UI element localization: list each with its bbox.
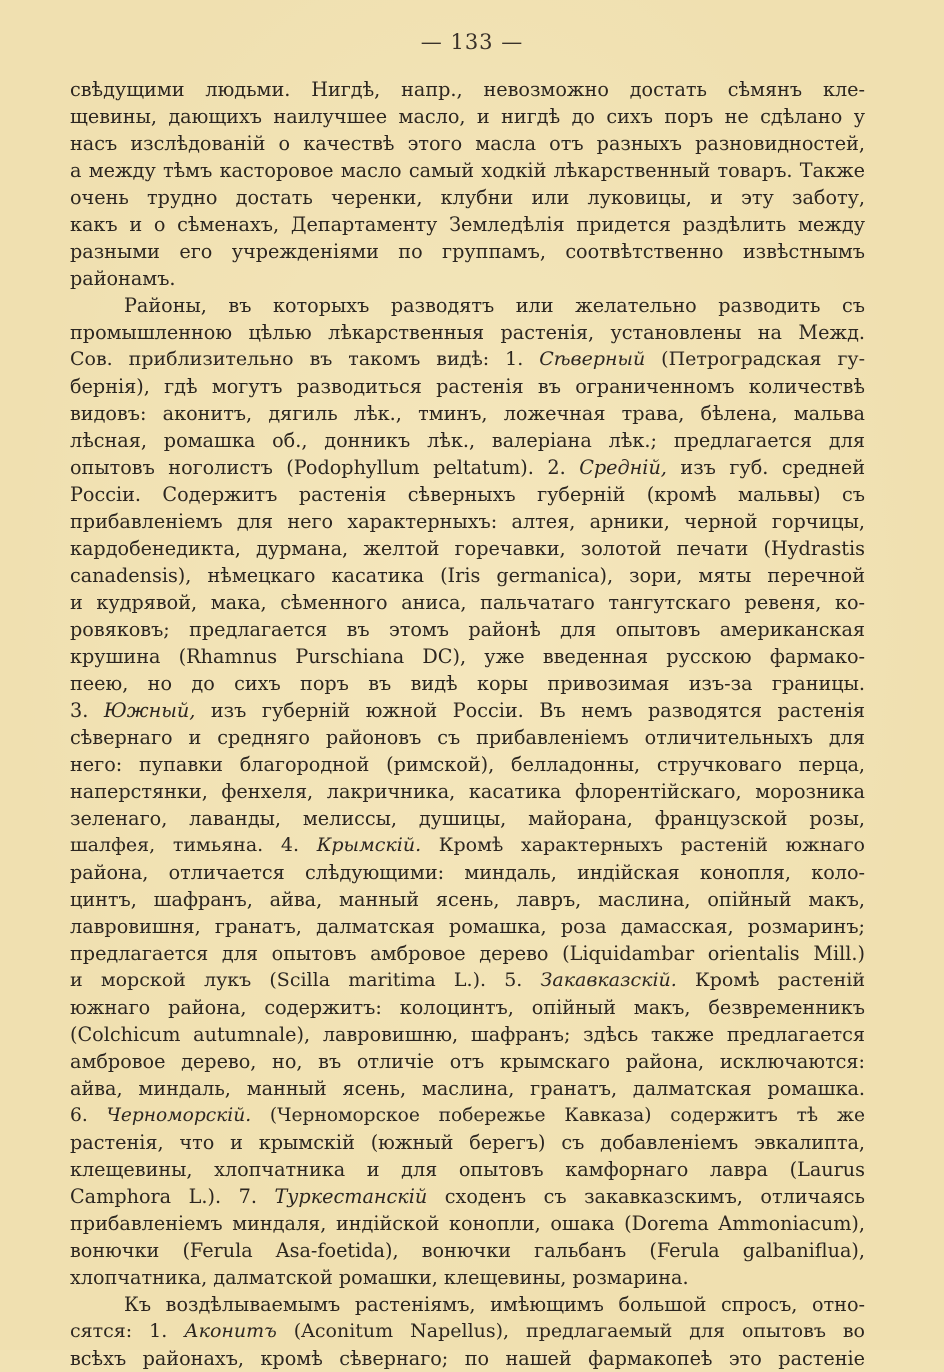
text-run: изъ губерній южной Россіи. Въ немъ разводятся растенія [195, 699, 865, 722]
text-line [70, 1345, 865, 1372]
text-line [70, 157, 865, 184]
text-line [70, 346, 865, 373]
text-line [70, 724, 865, 751]
text-run: Сов. приблизительно въ такомъ видѣ: 1. [70, 348, 540, 370]
italic-term: Средній, [579, 456, 667, 479]
text-run: сходенъ съ закавказскимъ, отличаясь [427, 1185, 865, 1208]
text-run: бернія), гдѣ могутъ разводиться растенія въ ограниченномъ количествѣ [70, 375, 865, 398]
text-line [70, 454, 865, 481]
text-line [70, 373, 865, 400]
text-run: видовъ: аконитъ, дягиль лѣк., тминъ, ложечная трава, бѣлена, мальва [70, 402, 865, 425]
text-line [70, 670, 865, 697]
text-run: южнаго района, содержитъ: колоцинтъ, опійный макъ, безвременникъ [70, 996, 865, 1019]
text-run: (Aconitum Napellus), предлагаемый для опытовъ во [276, 1320, 865, 1342]
text-line [70, 1048, 865, 1075]
text-line [70, 1102, 865, 1129]
text-line [70, 616, 865, 643]
text-run: Кромѣ характерныхъ растеній южнаго [421, 834, 865, 856]
text-run: сятся: 1. [70, 1320, 185, 1342]
text-line [70, 103, 865, 130]
text-line [70, 427, 865, 454]
text-run: лавровишня, гранатъ, далматская ромашка, роза дамасская, розмаринъ; [70, 915, 865, 938]
text-run: него: пупавки благородной (римской), белладонны, стручковаго перца, [70, 753, 865, 776]
text-line [70, 940, 865, 967]
text-run: изъ губ. средней [666, 456, 865, 479]
text-line [70, 1237, 865, 1264]
text-line [70, 1156, 865, 1183]
text-line [70, 751, 865, 778]
text-run: и кудрявой, мака, сѣменного аниса, пальчатаго тангутскаго ревеня, ко- [70, 591, 865, 614]
text-run: очень трудно достать черенки, клубни или луковицы, и эту заботу, [70, 186, 865, 209]
italic-term: Крымскій. [316, 834, 422, 856]
text-run: (Черноморское побережье Кавказа) содержитъ тѣ же [251, 1105, 865, 1126]
text-line [70, 643, 865, 670]
text-line [70, 994, 865, 1021]
text-line [70, 1075, 865, 1102]
text-line [70, 589, 865, 616]
text-run: Районы, въ которыхъ разводятъ или желательно разводить съ [124, 294, 865, 317]
text-line [70, 562, 865, 589]
text-line [70, 1264, 865, 1291]
text-run: хлопчатника, далматской ромашки, клещевины, розмарина. [70, 1266, 689, 1289]
page-number: — 133 — [420, 30, 524, 54]
text-run: крушина (Rhamnus Purschiana DC), уже введенная русскою фармако- [70, 645, 865, 668]
text-line [70, 1210, 865, 1237]
text-run: щевины, дающихъ наилучшее масло, и нигдѣ до сихъ поръ не сдѣлано у [70, 105, 865, 128]
text-run: района, отличается слѣдующими: миндаль, индійская конопля, коло- [70, 861, 865, 884]
text-line [70, 832, 865, 859]
text-run: 6. [70, 1105, 107, 1126]
text-line [70, 778, 865, 805]
text-line [70, 508, 865, 535]
text-run: амбровое дерево, но, въ отличіе отъ крымскаго района, исключаются: [70, 1050, 865, 1073]
text-run: растенія, что и крымскій (южный берегъ) съ добавленіемъ эвкалипта, [70, 1131, 865, 1154]
text-line [70, 481, 865, 508]
text-line [70, 1129, 865, 1156]
text-run: ровяковъ; предлагается въ этомъ районѣ для опытовъ американская [70, 618, 865, 641]
text-run: и морской лукъ (Scilla maritima L.). 5. [70, 969, 541, 991]
text-line [70, 913, 865, 940]
text-line [70, 1291, 865, 1318]
text-line [70, 265, 865, 292]
text-run: кардобенедикта, дурмана, желтой горечавки, золотой печати (Hydrastis [70, 537, 865, 560]
text-run: районамъ. [70, 267, 176, 290]
italic-term: Туркестанскій [274, 1185, 428, 1208]
text-run: разными его учрежденіями по группамъ, соотвѣтственно извѣстнымъ [70, 240, 865, 263]
text-line [70, 211, 865, 238]
text-run: Кромѣ растеній [676, 969, 865, 991]
text-run: Къ воздѣлываемымъ растеніямъ, имѣющимъ большой спросъ, отно- [124, 1293, 865, 1316]
text-line [70, 967, 865, 994]
text-run: сѣвернаго и средняго районовъ съ прибавленіемъ отличительныхъ для [70, 726, 865, 749]
text-run: айва, миндаль, манный ясень, маслина, гранатъ, далматская ромашка. [70, 1077, 865, 1100]
italic-term: Закавказскій. [540, 969, 677, 991]
text-run: (Colchicum autumnale), лавровишню, шафранъ; здѣсь также предлагается [70, 1023, 865, 1046]
text-run: клещевины, хлопчатника и для опытовъ камфорнаго лавра (Laurus [70, 1158, 865, 1181]
text-run: а между тѣмъ касторовое масло самый ходкій лѣкарственный товаръ. Также [70, 159, 865, 182]
text-line [70, 697, 865, 724]
text-run: опытовъ ноголистъ (Podophyllum peltatum). 2. [70, 456, 580, 479]
text-run: цинтъ, шафранъ, айва, манный ясень, лавръ, маслина, опійный макъ, [70, 888, 865, 911]
text-line [70, 805, 865, 832]
text-run: canadensis), нѣмецкаго касатика (Iris germanica), зори, мяты перечной [70, 564, 865, 587]
text-run: какъ и о сѣменахъ, Департаменту Земледѣлія придется раздѣлить между [70, 213, 865, 236]
text-run: пеею, но до сихъ поръ въ видѣ коры привозимая изъ-за границы. [70, 672, 865, 695]
text-run: шалфея, тимьяна. 4. [70, 834, 317, 856]
text-line [70, 238, 865, 265]
italic-term: Сѣверный [539, 348, 646, 370]
text-line [70, 130, 865, 157]
text-run: зеленаго, лаванды, мелиссы, душицы, майорана, французской розы, [70, 807, 865, 830]
text-run: свѣдущими людьми. Нигдѣ, напр., невозможно достать сѣмянъ кле- [70, 78, 865, 101]
italic-term: Южный, [103, 699, 196, 722]
text-run: всѣхъ районахъ, кромѣ сѣвернаго; по нашей фармакопеѣ это растеніе [70, 1347, 865, 1370]
text-run: предлагается для опытовъ амбровое дерево (Liquidambar orientalis Mill.) [70, 942, 865, 965]
text-line [70, 184, 865, 211]
text-line [70, 1318, 865, 1345]
text-run: вонючки (Ferula Asa-foetida), вонючки гальбанъ (Ferula galbaniflua), [70, 1239, 865, 1262]
text-line [70, 886, 865, 913]
text-line [70, 859, 865, 886]
text-run: лѣсная, ромашка об., донникъ лѣк., валеріана лѣк.; предлагается для [70, 429, 865, 452]
text-run: 3. [70, 699, 104, 722]
text-run: Camphora L.). 7. [70, 1185, 275, 1208]
text-run: насъ изслѣдованій о качествѣ этого масла отъ разныхъ разновидностей, [70, 132, 865, 155]
italic-term: Аконитъ [184, 1320, 277, 1342]
text-run: наперстянки, фенхеля, лакричника, касатика флорентійскаго, морозника [70, 780, 865, 803]
text-line [70, 76, 865, 103]
text-run: прибавленіемъ миндаля, индійской конопли, ошака (Dorema Ammoniacum), [70, 1212, 865, 1235]
text-run: прибавленіемъ для него характерныхъ: алтея, арники, черной горчицы, [70, 510, 865, 533]
body-text [70, 76, 865, 1372]
text-line [70, 400, 865, 427]
text-run: (Петроградская гу- [645, 348, 865, 370]
text-run: Россіи. Содержитъ растенія сѣверныхъ губерній (кромѣ мальвы) съ [70, 483, 865, 506]
text-line [70, 319, 865, 346]
text-line [70, 1021, 865, 1048]
text-line [70, 292, 865, 319]
italic-term: Черноморскій. [106, 1105, 252, 1126]
text-line [70, 1183, 865, 1210]
text-line [70, 535, 865, 562]
text-run: промышленною цѣлью лѣкарственныя растенія, установлены на Межд. [70, 321, 865, 344]
